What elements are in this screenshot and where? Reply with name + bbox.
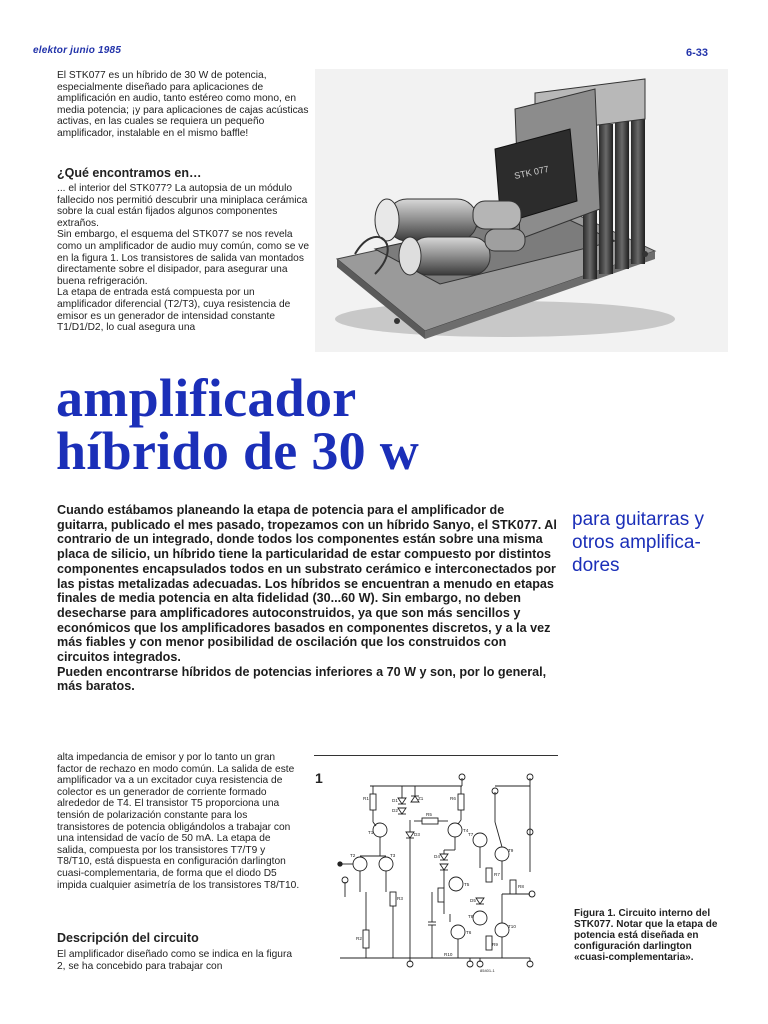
label-r8: R8	[518, 884, 524, 889]
lead-paragraph-1: Cuando estábamos planeando la etapa de potencia para el amplificador de guitarra, publicado el mes pasado, tropezamos con un híbrido Sanyo, el STK077. Al contrario de un integrado, donde todos los componentes están sobre una misma placa de silicio, un híbrido tiene la particularidad de estar compuesto por distintos componentes encapsulados todos en un substrato cerámico e interconectados por las pistas metalizadas adecuadas. Los híbridos se encuentran a menudo en etapas finales de media potencia en alta fidelidad (30...60 W). Sin embargo, no deben desecharse para amplificadores autoconstruidos, ya que son más sencillos y económicos que los amplificadores basados en componentes discretos, y a la vez más fiables y con menor posibilidad de oscilación que los construidos con circuitos integrados.	[57, 503, 557, 665]
label-t3: T3	[390, 853, 396, 858]
label-d5: D5	[470, 898, 476, 903]
label-d4: D4	[434, 854, 440, 859]
label-d1: D1	[392, 798, 398, 803]
figure-caption: Figura 1. Circuito interno del STK077. Notar que la etapa de potencia está diseñada en configuración darlington «cuasi-complementaria».	[574, 908, 718, 963]
circuit-schematic	[330, 772, 560, 972]
article-subtitle: para guitarras y otros amplifica-dores	[572, 509, 705, 576]
lead-text	[57, 503, 557, 694]
label-t2: T2	[350, 853, 356, 858]
label-r3: R3	[397, 896, 403, 901]
label-d3: D3	[414, 832, 420, 837]
figure-number: 1	[315, 770, 323, 786]
intro-paragraph-3: La etapa de entrada está compuesta por un amplificador diferencial (T2/T3), cuya resistencia de emisor es un generador de intensidad constante T1/D1/D2, lo cual asegura una	[57, 287, 291, 334]
title-line-2: híbrido de 30 w	[56, 421, 420, 481]
label-t6: T6	[466, 930, 472, 935]
circuit-diagram	[330, 772, 560, 972]
page-number: 6-33	[686, 47, 709, 59]
body-paragraph-2: El amplificador diseñado como se indica en la figura 2, se ha concebido para trabajar con	[57, 949, 293, 972]
label-t10: T10	[508, 924, 516, 929]
label-r7: R7	[494, 872, 500, 877]
intro-paragraph-2: Sin embargo, el esquema del STK077 se nos revela como un amplificador de audio muy común, como se ve en la figura 1. Los transistores de salida van montados directamente sobre el disipador, para asegurar una buena refrigeración.	[57, 229, 309, 287]
label-r10: R10	[444, 952, 453, 957]
module-photo	[315, 69, 728, 352]
label-t4: T4	[463, 828, 469, 833]
label-t1: T1	[368, 830, 374, 835]
label-r2: R2	[356, 936, 362, 941]
intro-subheading: ¿Qué encontramos en…	[57, 166, 202, 180]
lead-paragraph-2: Pueden encontrarse híbridos de potencias inferiores a 70 W y son, por lo general, más baratos.	[57, 664, 547, 694]
title-line-1: amplificador	[56, 368, 357, 428]
label-t5: T5	[464, 882, 470, 887]
figure-code: 85401-1	[480, 968, 495, 972]
svg-text:STK 077: STK 077	[513, 163, 550, 181]
module-photo-drawing	[315, 69, 728, 352]
article-title	[56, 368, 576, 481]
label-t7: T7	[468, 832, 474, 837]
header-publication: elektor junio 1985	[33, 45, 122, 56]
label-r6: R6	[450, 796, 456, 801]
intro-paragraph-1: ... el interior del STK077? La autopsia de un módulo fallecido nos permitió descubrir una miniplaca cerámica sobre la cual están fijados algunos componentes extraños.	[57, 183, 308, 229]
label-r1: R1	[363, 796, 369, 801]
intro-body	[57, 183, 311, 334]
intro-paragraph: El STK077 es un híbrido de 30 W de potencia, especialmente diseñado para aplicaciones de amplificación en audio, tanto estéreo como mono, en media potencia; ¡y para aplicaciones de cajas acústicas activas, en las cuales se requiera un pequeño amplificador, instalable en el mismo baffle!	[57, 70, 309, 139]
label-r5: R5	[426, 812, 432, 817]
label-t8: T8	[468, 914, 474, 919]
body-paragraph: alta impedancia de emisor y por lo tanto un gran factor de rechazo en modo común. La salida de este amplificador va a un excitador cuya resistencia de colector es un generador de corriente formado alrededor de T4. El transistor T5 proporciona una tensión de polarización constante para los transistores de potencia obligándolos a trabajar con una intensidad de vacío de 50 mA. La etapa de salida, compuesta por los transistores T7/T9 y T8/T10, está dispuesta en configuración darlington cuasi-complementaria, de forma que el diodo D5 impida cualquier asimetría de los transistores T8/T10.	[57, 752, 300, 891]
label-z1: Z1	[418, 796, 424, 801]
label-t9: T9	[508, 848, 514, 853]
section-divider	[314, 755, 558, 756]
label-r9: R9	[492, 942, 498, 947]
label-d2: D2	[392, 808, 398, 813]
section-heading: Descripción del circuito	[57, 931, 199, 945]
